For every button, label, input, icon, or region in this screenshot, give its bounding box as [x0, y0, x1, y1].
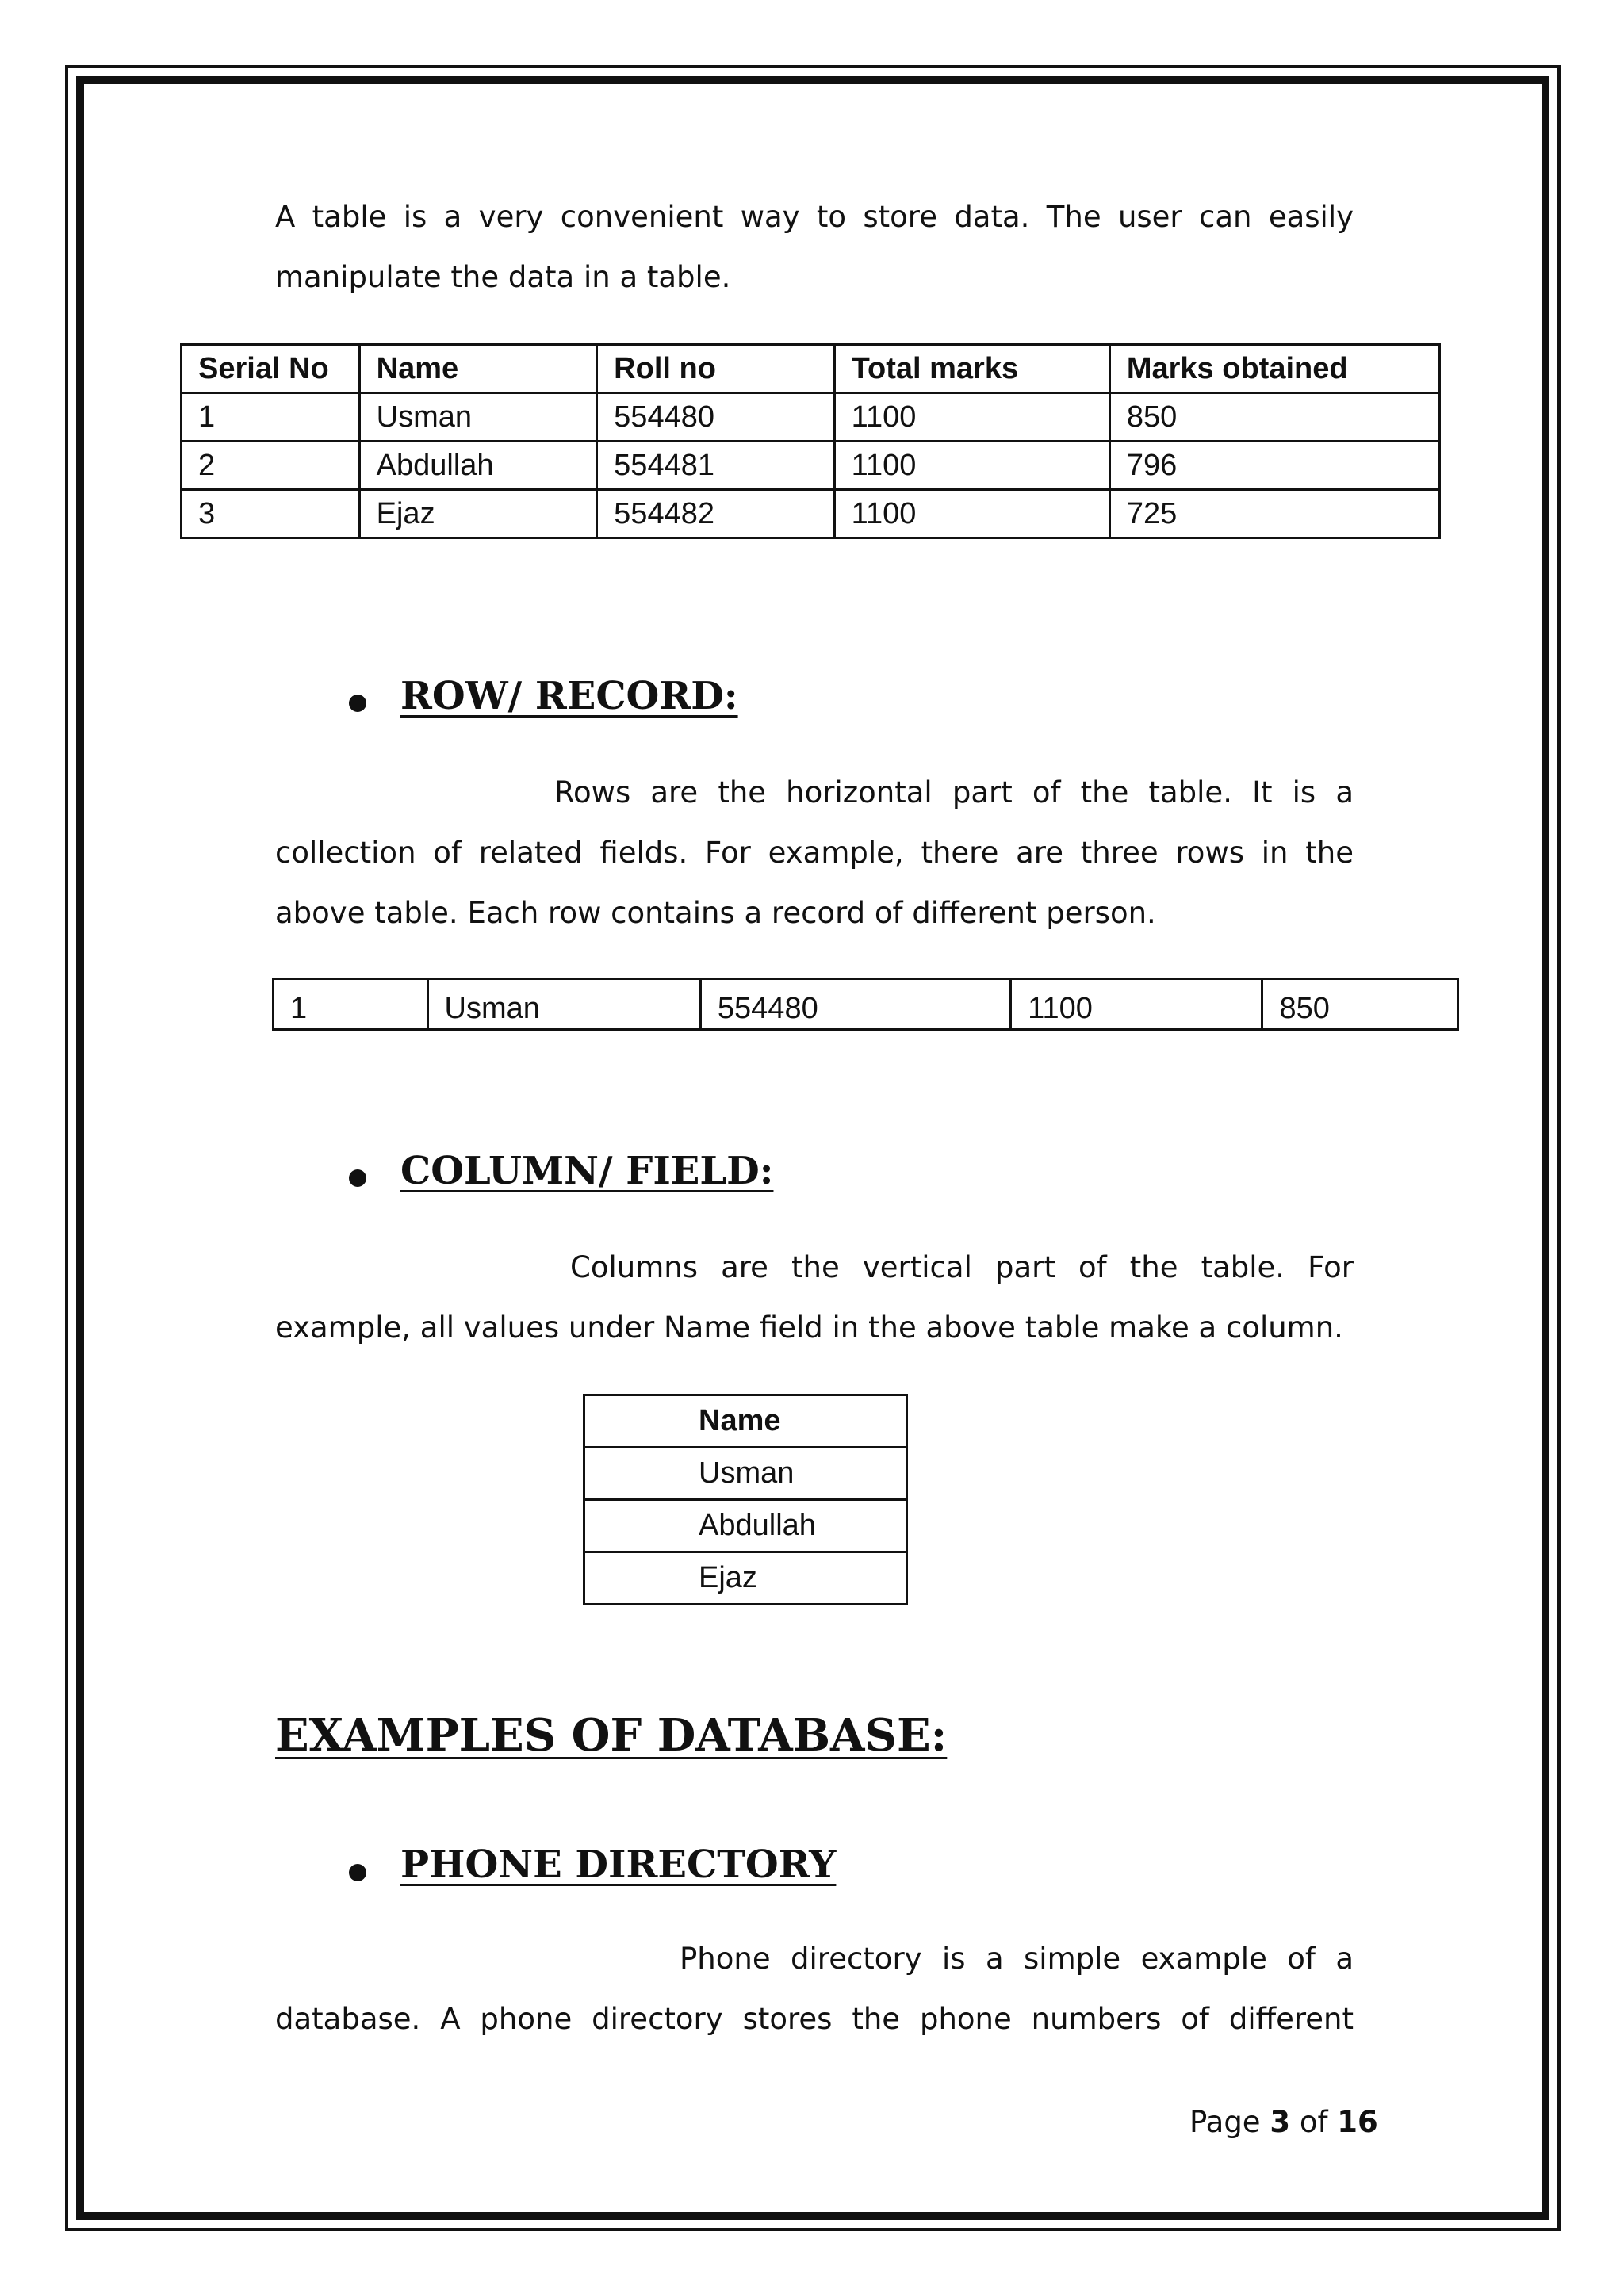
table-cell: Abdullah — [584, 1500, 907, 1552]
examples-heading: EXAMPLES OF DATABASE: — [275, 1709, 948, 1762]
table-header-row — [182, 345, 1440, 393]
header-total-marks: Total marks — [834, 345, 1109, 393]
header-serial-no: Serial No — [182, 345, 360, 393]
table-row — [584, 1552, 907, 1605]
current-page: 3 — [1270, 2105, 1291, 2139]
bullet-icon — [349, 1169, 366, 1187]
intro-paragraph: A table is a very convenient way to store data. The user can easily manipulate the data in a table. — [275, 200, 1354, 294]
table-cell: 796 — [1109, 442, 1439, 490]
header-name: Name — [584, 1395, 907, 1448]
table-cell: Abdullah — [359, 442, 597, 490]
table-cell: 850 — [1262, 979, 1458, 1030]
table-row — [584, 1448, 907, 1500]
students-table — [180, 343, 1441, 539]
table-row — [584, 1500, 907, 1552]
table-cell: 1 — [274, 979, 428, 1030]
table-cell: Usman — [584, 1448, 907, 1500]
table-cell: 1100 — [834, 490, 1109, 538]
page-label: Page — [1189, 2105, 1270, 2139]
table-cell: 2 — [182, 442, 360, 490]
phone-directory-heading: PHONE DIRECTORY — [400, 1843, 837, 1887]
table-cell: 554482 — [597, 490, 834, 538]
table-cell: Usman — [359, 393, 597, 442]
header-name: Name — [359, 345, 597, 393]
table-cell: 1100 — [1011, 979, 1262, 1030]
table-row — [182, 442, 1440, 490]
bullet-icon — [349, 695, 366, 712]
table-cell: 554480 — [597, 393, 834, 442]
table-header-row — [584, 1395, 907, 1448]
header-roll-no: Roll no — [597, 345, 834, 393]
table-row — [274, 979, 1458, 1030]
table-cell: 1100 — [834, 442, 1109, 490]
table-cell: 3 — [182, 490, 360, 538]
table-cell: Ejaz — [359, 490, 597, 538]
sample-row-table — [272, 978, 1459, 1031]
bullet-icon — [349, 1864, 366, 1881]
table-cell: 554480 — [700, 979, 1010, 1030]
row-record-heading: ROW/ RECORD: — [400, 674, 738, 718]
table-cell: Usman — [427, 979, 700, 1030]
table-cell: Ejaz — [584, 1552, 907, 1605]
table-row — [182, 393, 1440, 442]
table-cell: 850 — [1109, 393, 1439, 442]
table-row — [182, 490, 1440, 538]
phone-directory-paragraph: Phone directory is a simple example of a database. A phone directory stores the phone numbers of different — [275, 1942, 1354, 2036]
table-cell: 725 — [1109, 490, 1439, 538]
table-cell: 1 — [182, 393, 360, 442]
total-pages: 16 — [1337, 2105, 1378, 2139]
sample-column-table — [583, 1394, 908, 1605]
table-cell: 1100 — [834, 393, 1109, 442]
page-of-label: of — [1290, 2105, 1338, 2139]
row-record-paragraph: Rows are the horizontal part of the table. It is a collection of related fields. For example, there are three rows in the above table. Each row contains a record of different person. — [275, 775, 1354, 930]
header-marks-obtained: Marks obtained — [1109, 345, 1439, 393]
table-cell: 554481 — [597, 442, 834, 490]
column-field-heading: COLUMN/ FIELD: — [400, 1149, 774, 1193]
column-field-paragraph: Columns are the vertical part of the table. For example, all values under Name field in the above table make a column. — [275, 1250, 1354, 1345]
page-number — [1189, 2105, 1378, 2139]
